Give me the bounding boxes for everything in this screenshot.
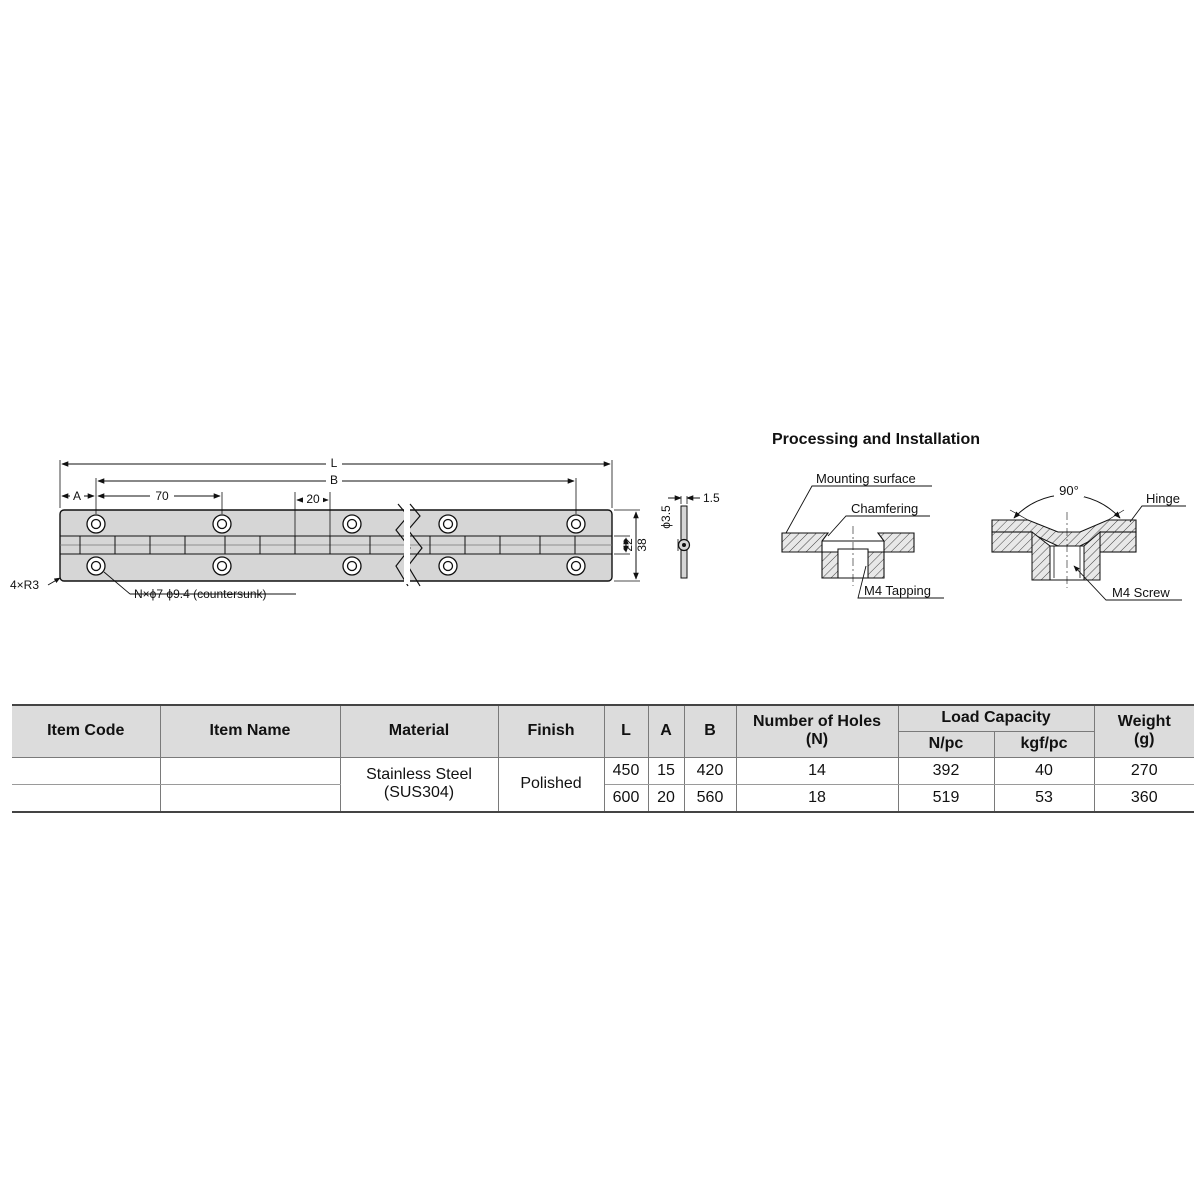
processing-title: Processing and Installation: [772, 431, 981, 448]
header-B: B: [684, 705, 736, 757]
cell-kgf-pc: 53: [994, 784, 1094, 812]
cell-item-code: [12, 757, 160, 784]
cell-material: [340, 757, 498, 812]
header-kgf-pc: kgf/pc: [994, 731, 1094, 757]
hinge-side-view: [659, 491, 720, 578]
dimension-heights: [621, 512, 649, 579]
cell-item-name: [160, 784, 340, 812]
svg-text:38: 38: [635, 538, 649, 552]
dimension-knuckle: [297, 492, 328, 506]
hinge-plate: [60, 504, 612, 586]
cell-A: 20: [648, 784, 684, 812]
dimension-L: [62, 455, 610, 470]
header-holes-line1: Number of Holes: [752, 713, 881, 731]
cell-item-code: [12, 784, 160, 812]
material-line2: (SUS304): [383, 784, 455, 801]
header-load-capacity: Load Capacity: [898, 705, 1094, 731]
svg-text:22: 22: [621, 538, 635, 552]
header-n-pc: N/pc: [898, 731, 994, 757]
header-item-code: Item Code: [12, 705, 160, 757]
dimension-A: [62, 488, 94, 503]
svg-text:70: 70: [155, 489, 169, 503]
cell-holes: 18: [736, 784, 898, 812]
svg-text:1.5: 1.5: [703, 491, 720, 505]
svg-text:B: B: [329, 473, 339, 487]
dimension-pitch: [98, 488, 220, 503]
header-L: L: [604, 705, 648, 757]
material-line1: Stainless Steel: [366, 766, 472, 783]
svg-text:Mounting surface: Mounting surface: [816, 471, 916, 486]
cell-L: 450: [604, 757, 648, 784]
header-material: Material: [340, 705, 498, 757]
svg-text:A: A: [72, 489, 82, 503]
svg-text:N×ϕ7 ϕ9.4 (countersunk): N×ϕ7 ϕ9.4 (countersunk): [134, 587, 267, 601]
table-row: [12, 757, 1194, 784]
header-weight-line1: Weight: [1117, 713, 1171, 731]
svg-text:M4 Tapping: M4 Tapping: [864, 583, 931, 598]
corner-radius-callout: [10, 578, 60, 592]
cell-item-name: [160, 757, 340, 784]
svg-text:ϕ3.5: ϕ3.5: [659, 505, 673, 529]
header-A: A: [648, 705, 684, 757]
cell-n-pc: 392: [898, 757, 994, 784]
screw-section: [992, 483, 1186, 600]
svg-text:Chamfering: Chamfering: [851, 501, 919, 516]
tapping-section: [782, 471, 944, 598]
header-finish: Finish: [498, 705, 604, 757]
cell-weight: 270: [1094, 757, 1194, 784]
cell-A: 15: [648, 757, 684, 784]
cell-kgf-pc: 40: [994, 757, 1094, 784]
cell-holes: 14: [736, 757, 898, 784]
header-holes: [736, 705, 898, 757]
cell-B: 560: [684, 784, 736, 812]
cell-L: 600: [604, 784, 648, 812]
header-weight: [1094, 705, 1194, 757]
header-item-name: Item Name: [160, 705, 340, 757]
svg-text:Hinge: Hinge: [1146, 491, 1180, 506]
cell-n-pc: 519: [898, 784, 994, 812]
cell-B: 420: [684, 757, 736, 784]
cell-finish: Polished: [498, 757, 604, 812]
svg-text:4×R3: 4×R3: [10, 578, 40, 592]
header-holes-line2: (N): [805, 731, 829, 749]
svg-text:90°: 90°: [1059, 483, 1079, 498]
cell-weight: 360: [1094, 784, 1194, 812]
spec-table: [12, 704, 1194, 813]
svg-text:L: L: [330, 456, 338, 470]
header-weight-line2: (g): [1134, 731, 1155, 749]
dimension-B: [98, 472, 574, 487]
svg-text:M4 Screw: M4 Screw: [1112, 585, 1170, 600]
svg-text:20: 20: [306, 492, 320, 506]
